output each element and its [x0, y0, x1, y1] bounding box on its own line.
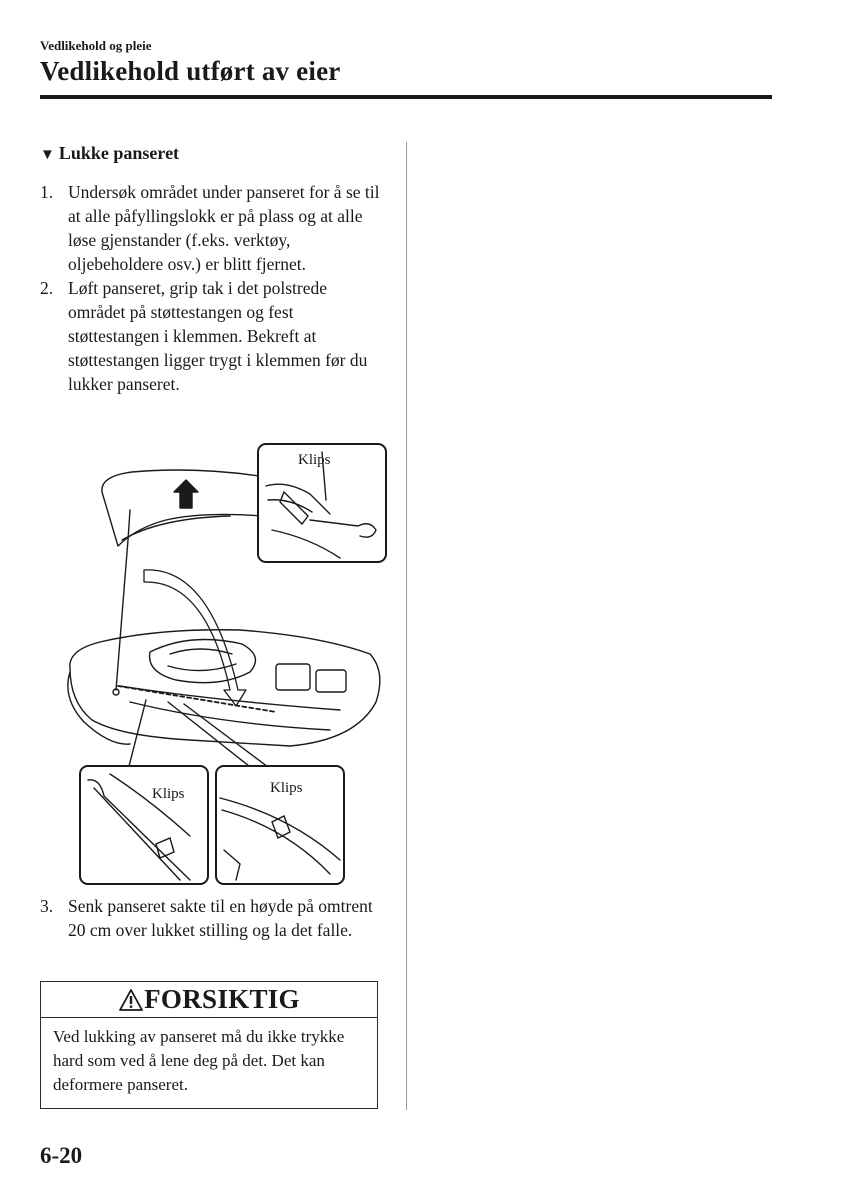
callout-label-top: Klips	[298, 452, 331, 468]
support-rod	[116, 510, 130, 690]
page-title: Vedlikehold utført av eier	[40, 56, 341, 86]
list-item	[40, 276, 385, 396]
callout-label-left: Klips	[152, 786, 185, 802]
title-rule	[40, 95, 772, 99]
fender-left	[68, 672, 130, 744]
triangle-marker-icon: ▼	[40, 147, 55, 163]
caution-box	[40, 981, 378, 1109]
step-number: 1.	[40, 182, 54, 202]
subheading-text: Lukke panseret	[58, 143, 180, 163]
page-number: 6-20	[40, 1143, 83, 1168]
list-item	[40, 180, 385, 276]
clip-rail	[118, 686, 276, 712]
engine-detail	[170, 649, 232, 654]
step-text: Senk panseret sakte til en høyde på omtrent 20 cm over lukket stilling og la det falle.	[68, 896, 373, 940]
column-divider	[406, 142, 407, 1110]
steps-list-continued	[40, 894, 385, 942]
connector-line-right-2	[184, 704, 272, 770]
step-text: Løft panseret, grip tak i det polstrede området på støttestangen og fest støttestangen i klemmen. Bekreft at støttestangen ligger trygt i klemmen før du lukker panseret.	[68, 278, 368, 394]
warning-triangle-icon	[118, 988, 144, 1012]
list-item	[40, 894, 385, 942]
section-label: Vedlikehold og pleie	[40, 38, 152, 53]
connector-line-right	[168, 702, 254, 770]
engine-cover	[150, 640, 256, 683]
fuse-box	[316, 670, 346, 692]
up-arrow-icon	[174, 480, 198, 508]
subheading	[40, 143, 179, 164]
caution-header	[41, 982, 377, 1018]
step-number: 2.	[40, 278, 54, 298]
steps-list	[40, 180, 385, 396]
caution-text: Ved lukking av panseret må du ikke trykke hard som ved å lene deg på det. Det kan deformere panseret.	[53, 1027, 345, 1094]
hood-support-illustration	[40, 440, 390, 890]
hood-inner-line	[122, 516, 230, 540]
motion-arrow	[144, 570, 246, 706]
inset-bottom-left	[80, 766, 208, 884]
engine-detail-2	[168, 664, 236, 671]
callout-label-right: Klips	[270, 780, 303, 796]
step-text: Undersøk området under panseret for å se til at alle påfyllingslokk er på plass og at alle løse gjenstander (f.eks. verktøy, oljebeholdere osv.) er blitt fjernet.	[68, 182, 380, 274]
caution-title: FORSIKTIG	[144, 984, 300, 1014]
step-number: 3.	[40, 896, 54, 916]
battery-box	[276, 664, 310, 690]
hood-diagram	[40, 440, 390, 890]
